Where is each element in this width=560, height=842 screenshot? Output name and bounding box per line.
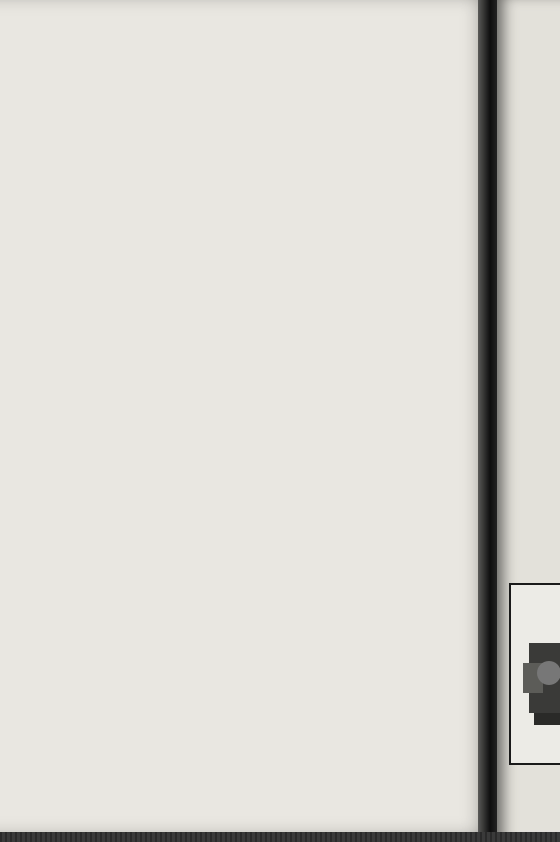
right-page xyxy=(497,0,560,842)
page-edge xyxy=(0,832,560,842)
engine-illustration xyxy=(519,633,560,733)
engine-advertisement xyxy=(509,583,560,765)
